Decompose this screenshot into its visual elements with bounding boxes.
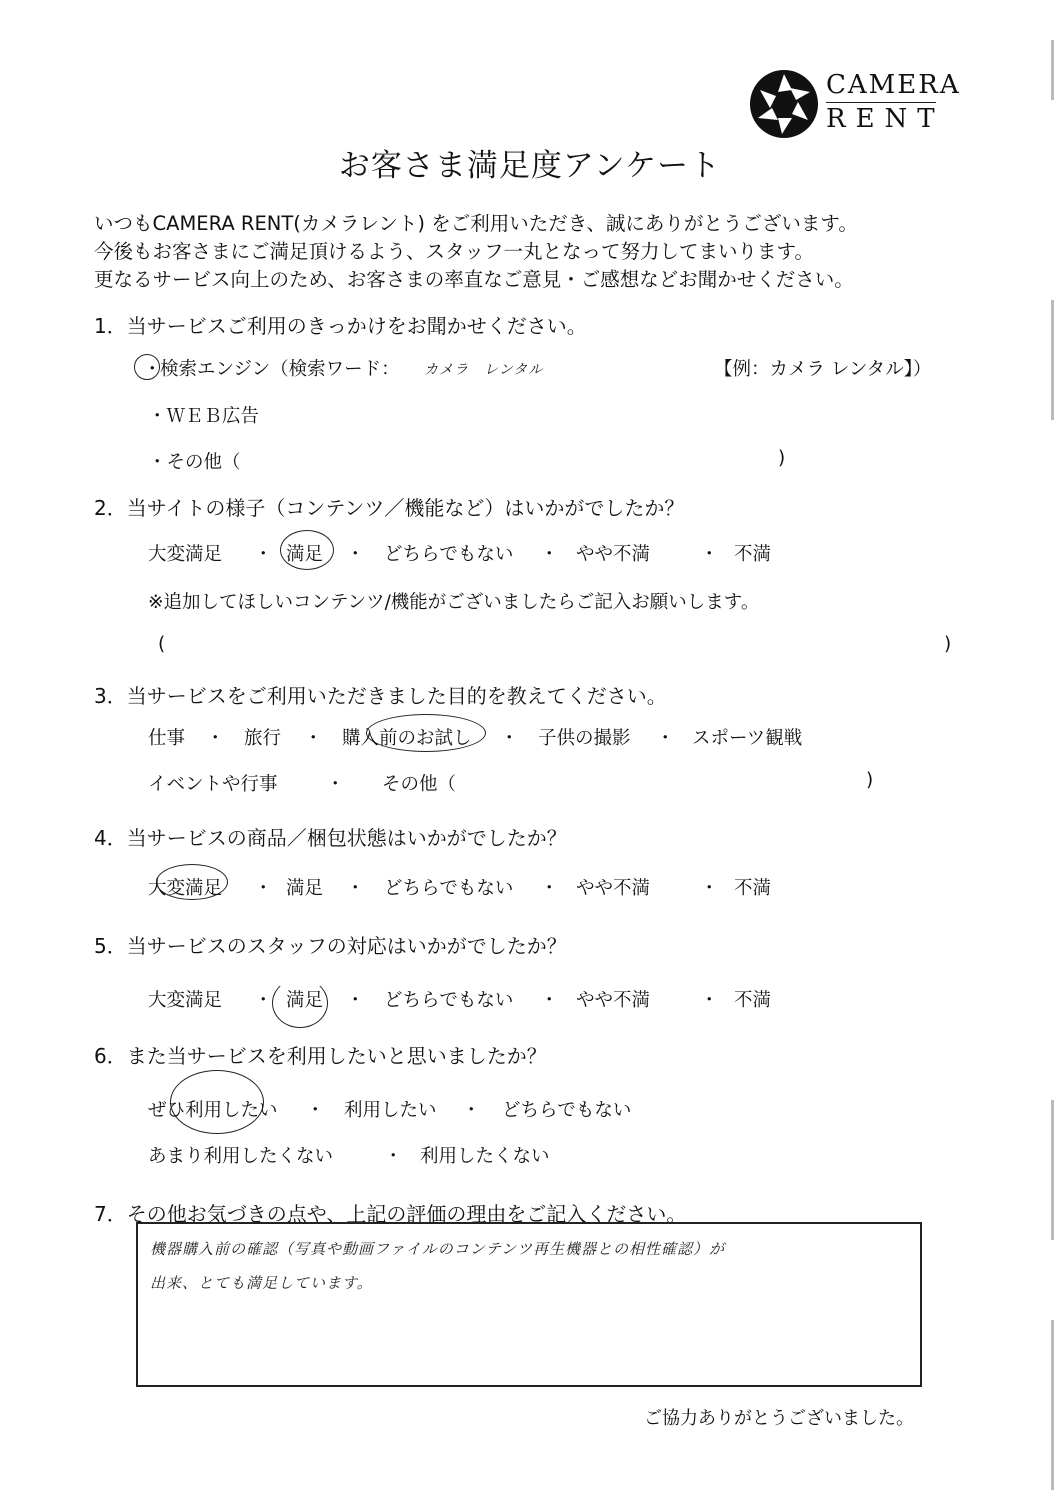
q4-separator: ・ (346, 878, 365, 899)
q4-separator: ・ (700, 878, 719, 899)
q6-option-definitely[interactable]: ぜひ利用したい (148, 1100, 278, 1121)
q6-option-neutral[interactable]: どちらでもない (502, 1100, 632, 1121)
scan-edge-mark (1051, 300, 1054, 420)
question-7-label: 7．その他お気づきの点や、上記の評価の理由をご記入ください。 (94, 1202, 687, 1226)
question-2-label: 2．当サイトの様子（コンテンツ／機能など）はいかがでしたか？ (94, 496, 685, 520)
q2-separator: ・ (700, 544, 719, 565)
q2-option-somewhat-dissatisfied[interactable]: やや不満 (576, 544, 651, 565)
q5-separator: ・ (346, 990, 365, 1011)
camera-aperture-logo-icon (748, 68, 820, 140)
scan-edge-mark (1051, 1320, 1054, 1490)
question-3-label: 3．当サービスをご利用いただきました目的を教えてください。 (94, 684, 667, 708)
q2-note: ※追加してほしいコンテンツ/機能がございましたらご記入お願いします。 (148, 592, 760, 613)
q2-paren-close: ) (944, 634, 952, 655)
q3-option-trial-before-purchase[interactable]: 購入前のお試し (342, 728, 472, 749)
question-5-label: 5．当サービスのスタッフの対応はいかがでしたか？ (94, 934, 567, 958)
scan-edge-mark (1051, 40, 1054, 100)
q2-option-very-satisfied[interactable]: 大変満足 (148, 544, 223, 565)
scan-edge-mark (1051, 1100, 1054, 1240)
q1-option-bullet: ・ (143, 359, 162, 380)
q1-search-word-handwritten: カメラ レンタル (424, 362, 544, 378)
q6-separator: ・ (384, 1146, 403, 1167)
q2-option-dissatisfied[interactable]: 不満 (734, 544, 772, 565)
brand-divider (826, 102, 936, 103)
q3-option-events[interactable]: イベントや行事 (148, 774, 278, 795)
q5-option-somewhat-dissatisfied[interactable]: やや不満 (576, 990, 651, 1011)
page-title: お客さま満足度アンケート (338, 148, 722, 184)
q1-option-other[interactable]: ・その他（ (148, 452, 241, 473)
q5-option-dissatisfied[interactable]: 不満 (734, 990, 772, 1011)
q6-separator: ・ (306, 1100, 325, 1121)
q6-option-do-not[interactable]: 利用したくない (420, 1146, 550, 1167)
intro-line-2: 今後もお客さまにご満足頂けるよう、スタッフ一丸となって努力してまいります。 (94, 240, 814, 263)
q3-separator: ・ (326, 774, 345, 795)
q3-option-travel[interactable]: 旅行 (244, 728, 282, 749)
q6-option-want-to-use[interactable]: 利用したい (344, 1100, 437, 1121)
q4-option-dissatisfied[interactable]: 不満 (734, 878, 772, 899)
q5-option-neutral[interactable]: どちらでもない (384, 990, 514, 1011)
q1-other-close-paren: ) (778, 448, 786, 469)
q5-separator: ・ (700, 990, 719, 1011)
q4-option-satisfied[interactable]: 満足 (286, 878, 324, 899)
q4-option-somewhat-dissatisfied[interactable]: やや不満 (576, 878, 651, 899)
brand-name-line1: CAMERA (826, 70, 961, 100)
brand-name-line2: RENT (826, 104, 945, 134)
q3-separator: ・ (656, 728, 675, 749)
q7-handwritten-answer-line2: 出来、とても満足しています。 (150, 1274, 373, 1292)
q2-separator: ・ (346, 544, 365, 565)
q2-option-neutral[interactable]: どちらでもない (384, 544, 514, 565)
q1-search-example: 【例：カメラ レンタル】） (714, 359, 932, 380)
q2-separator: ・ (540, 544, 559, 565)
q5-separator: ・ (254, 990, 273, 1011)
q4-separator: ・ (254, 878, 273, 899)
question-4-label: 4．当サービスの商品／梱包状態はいかがでしたか？ (94, 826, 567, 850)
q4-option-very-satisfied[interactable]: 大変満足 (148, 878, 223, 899)
q2-option-satisfied[interactable]: 満足 (286, 544, 324, 565)
q3-option-other[interactable]: その他（ (382, 774, 457, 795)
q3-option-kids-photo[interactable]: 子供の撮影 (538, 728, 631, 749)
q7-handwritten-answer-line1: 機器購入前の確認（写真や動画ファイルのコンテンツ再生機器との相性確認）が (150, 1240, 725, 1258)
q3-option-sports[interactable]: スポーツ観戦 (692, 728, 803, 749)
q2-paren-open: ( (158, 634, 166, 655)
q3-separator: ・ (500, 728, 519, 749)
intro-line-1: いつもCAMERA RENT(カメラレント) をご利用いただき、誠にありがとうございます。 (94, 212, 858, 235)
q6-option-rather-not[interactable]: あまり利用したくない (148, 1146, 334, 1167)
q4-option-neutral[interactable]: どちらでもない (384, 878, 514, 899)
question-1-label: 1．当サービスご利用のきっかけをお聞かせください。 (94, 314, 587, 338)
q5-option-very-satisfied[interactable]: 大変満足 (148, 990, 223, 1011)
q6-separator: ・ (462, 1100, 481, 1121)
q5-separator: ・ (540, 990, 559, 1011)
q3-separator: ・ (206, 728, 225, 749)
thanks-message: ご協力ありがとうございました。 (644, 1408, 914, 1429)
q4-separator: ・ (540, 878, 559, 899)
q3-other-close-paren: ) (866, 770, 874, 791)
q3-separator: ・ (304, 728, 323, 749)
intro-line-3: 更なるサービス向上のため、お客さまの率直なご意見・ご感想などお聞かせください。 (94, 268, 854, 291)
q1-option-web-ad[interactable]: ・ＷＥＢ広告 (148, 406, 260, 427)
q2-separator: ・ (254, 544, 273, 565)
q3-option-work[interactable]: 仕事 (148, 728, 186, 749)
question-6-label: 6．また当サービスを利用したいと思いましたか？ (94, 1044, 547, 1068)
q5-option-satisfied[interactable]: 満足 (286, 990, 324, 1011)
q1-option-search-engine[interactable]: 検索エンジン（検索ワード： (160, 359, 400, 380)
